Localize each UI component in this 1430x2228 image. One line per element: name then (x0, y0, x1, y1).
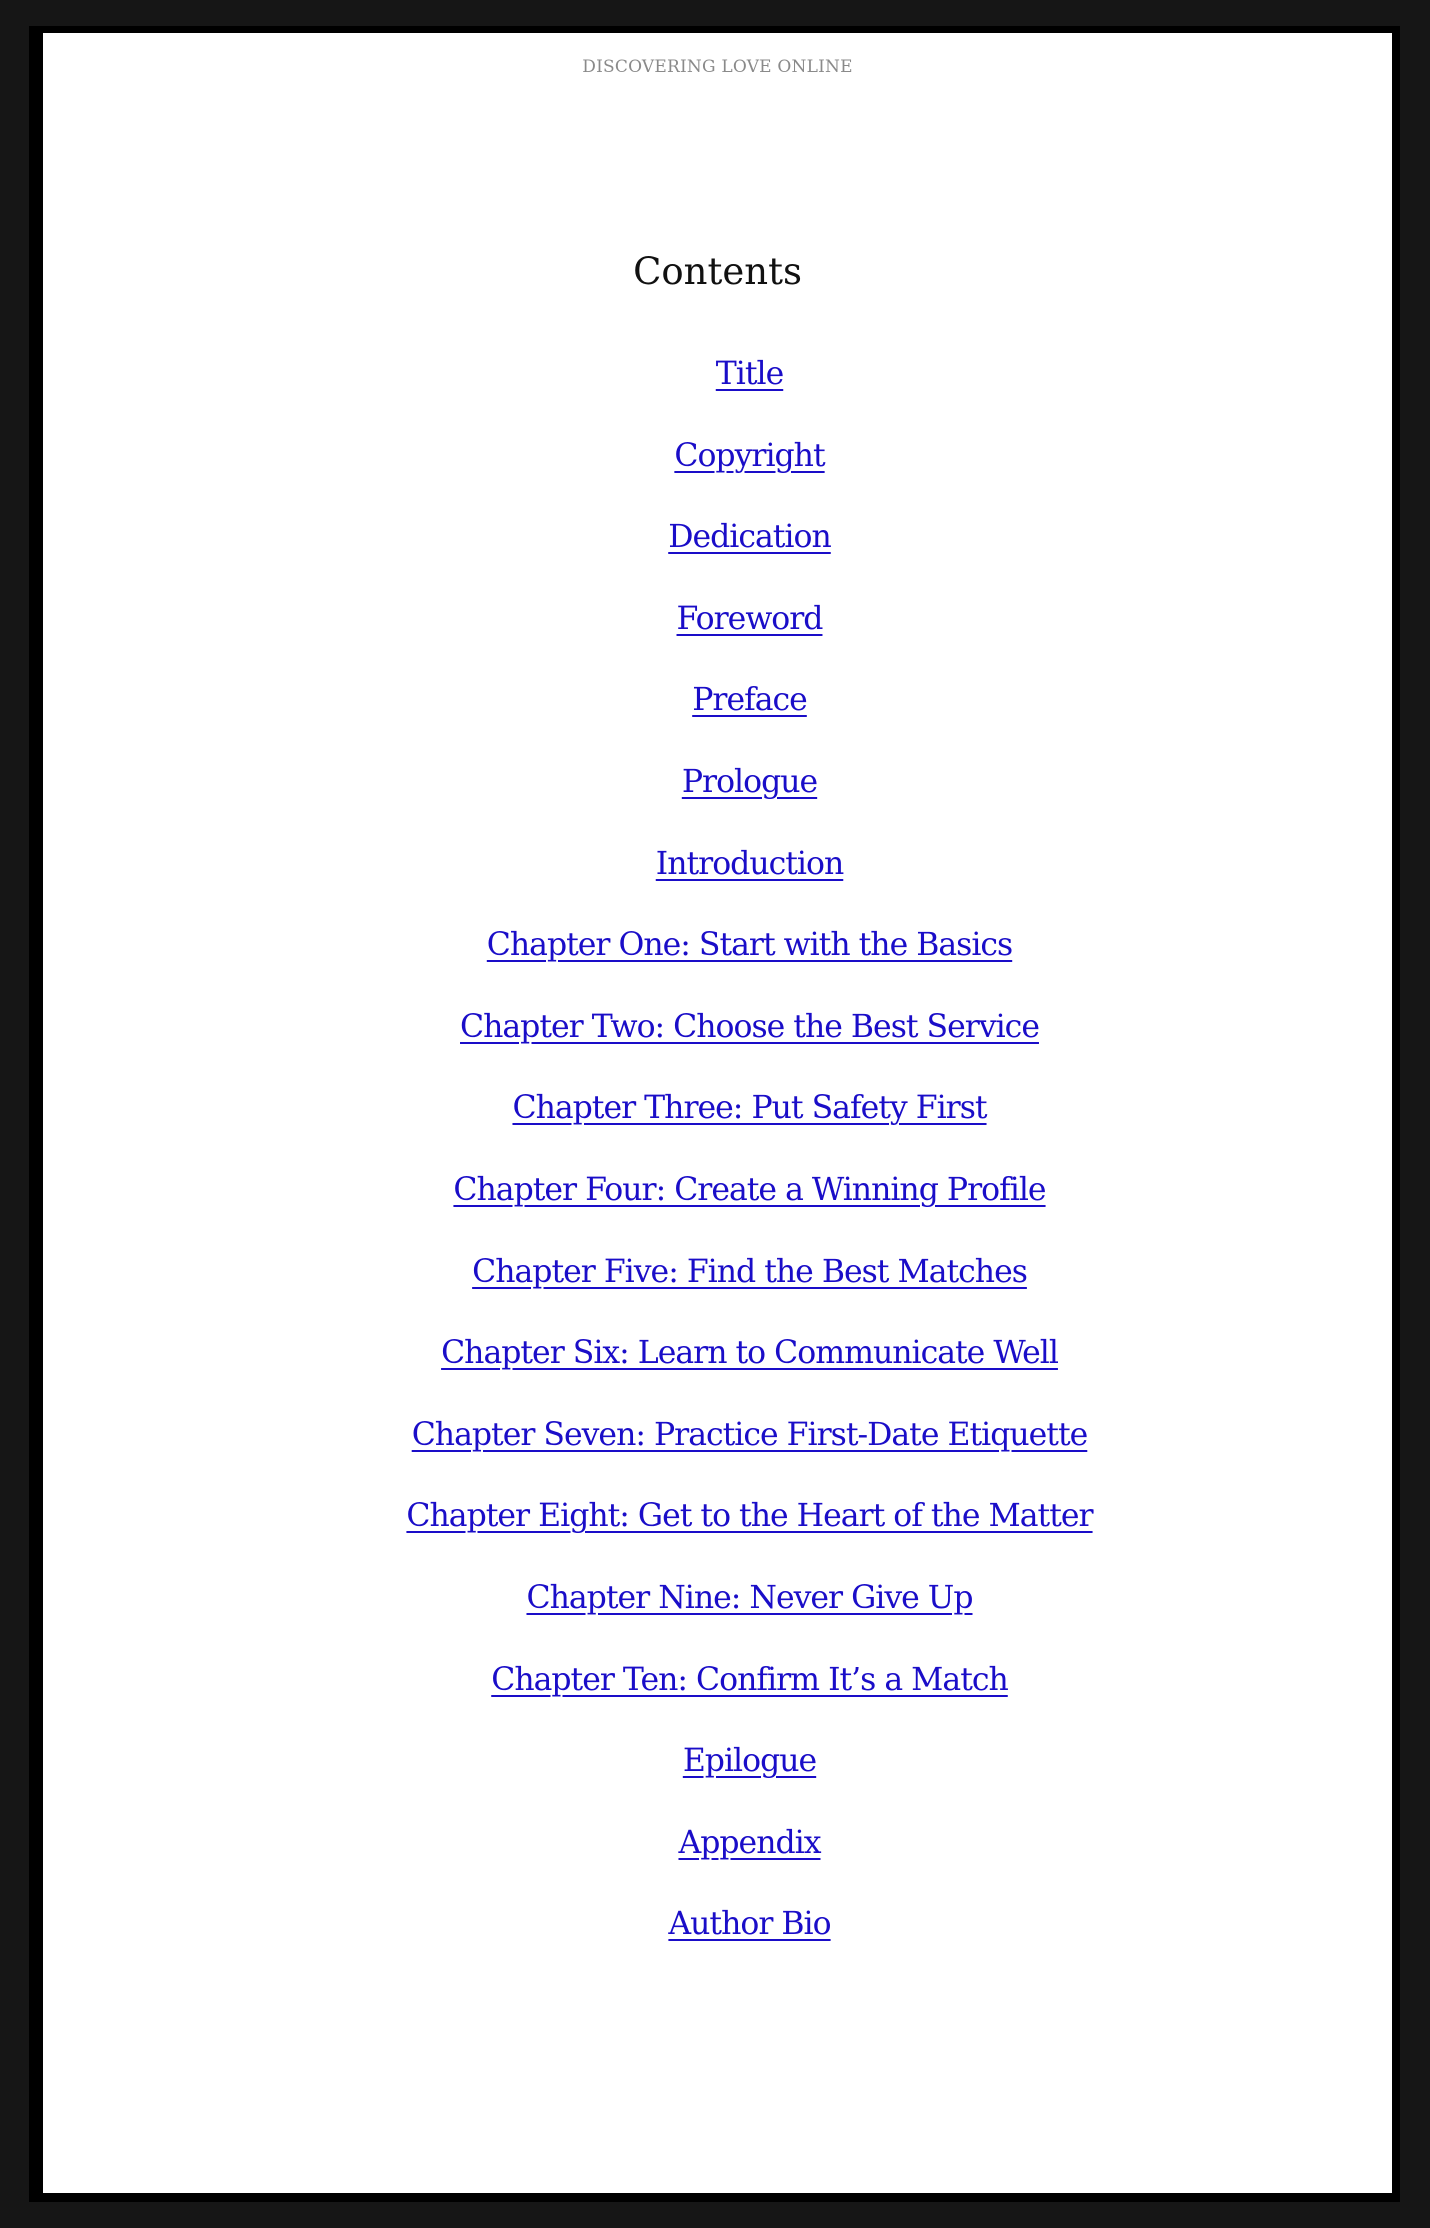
toc-item (75, 680, 1424, 762)
toc-link-title[interactable]: Title (715, 356, 784, 392)
toc-item (75, 1578, 1424, 1660)
toc-link-chapter-ten[interactable]: Chapter Ten: Confirm It’s a Match (491, 1661, 1008, 1698)
toc-item (75, 844, 1424, 926)
toc-link-chapter-nine[interactable]: Chapter Nine: Never Give Up (526, 1579, 973, 1616)
toc-item (75, 762, 1424, 844)
toc-link-chapter-eight[interactable]: Chapter Eight: Get to the Heart of the Matter (406, 1498, 1093, 1535)
toc-link-prologue[interactable]: Prologue (681, 763, 818, 800)
toc-link-introduction[interactable]: Introduction (655, 845, 844, 882)
toc-item (75, 1823, 1424, 1905)
toc-item (75, 1660, 1424, 1742)
toc-link-chapter-one[interactable]: Chapter One: Start with the Basics (486, 927, 1013, 964)
toc-item (75, 599, 1424, 681)
toc-item (75, 1170, 1424, 1252)
toc-link-author-bio[interactable]: Author Bio (668, 1906, 831, 1943)
toc-item (75, 517, 1424, 599)
toc-link-chapter-three[interactable]: Chapter Three: Put Safety First (512, 1090, 987, 1127)
toc-link-chapter-seven[interactable]: Chapter Seven: Practice First-Date Etiquette (411, 1416, 1088, 1453)
book-page (43, 33, 1392, 2193)
toc-item (75, 1007, 1424, 1089)
reader-frame (29, 26, 1400, 2202)
toc-item (75, 354, 1424, 436)
toc-item (75, 1904, 1424, 1986)
toc-link-epilogue[interactable]: Epilogue (682, 1743, 817, 1780)
toc-item (75, 1088, 1424, 1170)
toc-list (75, 354, 1424, 1986)
toc-link-chapter-four[interactable]: Chapter Four: Create a Winning Profile (453, 1171, 1046, 1208)
toc-item (75, 1252, 1424, 1334)
toc-item (75, 1415, 1424, 1497)
toc-link-dedication[interactable]: Dedication (668, 519, 831, 556)
toc-item (75, 925, 1424, 1007)
toc-link-copyright[interactable]: Copyright (674, 437, 825, 474)
toc-heading: Contents (633, 250, 802, 293)
toc-item (75, 1496, 1424, 1578)
toc-link-preface[interactable]: Preface (692, 682, 807, 719)
toc-link-appendix[interactable]: Appendix (678, 1824, 821, 1861)
toc-item (75, 436, 1424, 518)
toc-item (75, 1741, 1424, 1823)
running-head: DISCOVERING LOVE ONLINE (582, 57, 853, 77)
toc-link-chapter-two[interactable]: Chapter Two: Choose the Best Service (460, 1008, 1039, 1045)
toc-link-chapter-five[interactable]: Chapter Five: Find the Best Matches (472, 1253, 1027, 1290)
toc-item (75, 1333, 1424, 1415)
toc-link-chapter-six[interactable]: Chapter Six: Learn to Communicate Well (441, 1335, 1058, 1372)
toc-link-foreword[interactable]: Foreword (676, 600, 823, 637)
